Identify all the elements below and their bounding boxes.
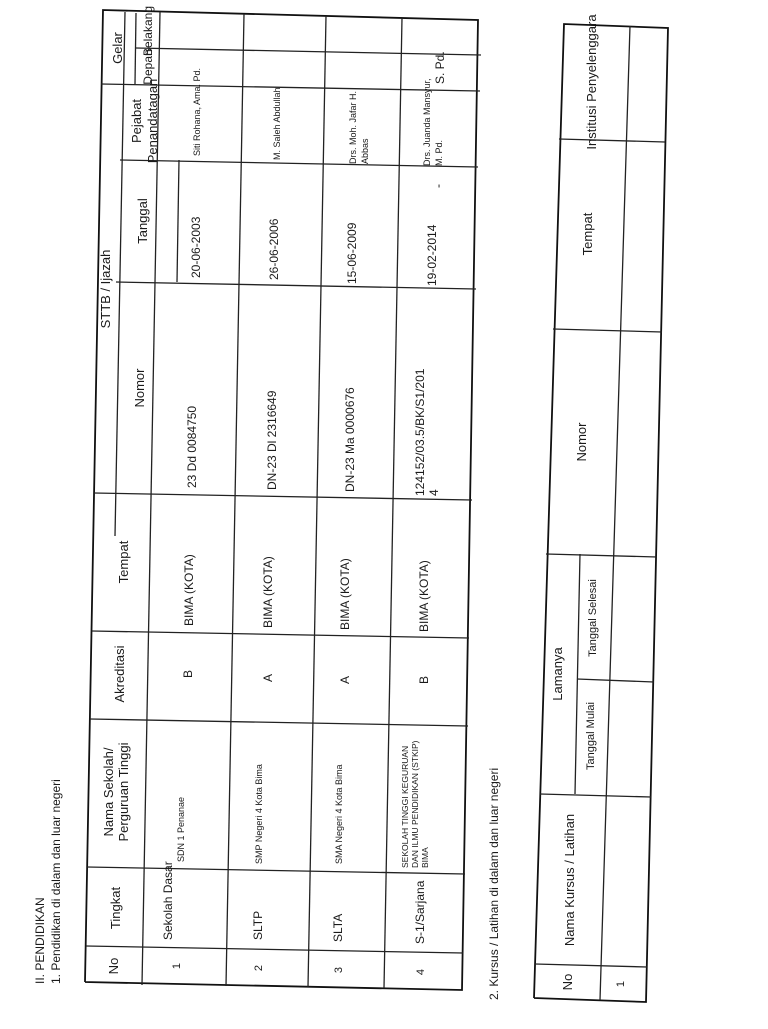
cell-nama-2: DAN ILMU PENDIDIKAN (STKIP) <box>410 740 420 868</box>
cell-nomor: DN-23 Dl 2316649 <box>265 390 279 490</box>
cell-akreditasi: B <box>417 675 431 685</box>
cell-tempat: BIMA (KOTA) <box>261 556 275 628</box>
cell-nama-1: SEKOLAH TINGGI KEGURUAN <box>400 745 410 868</box>
t2-header-tgl-selesai: Tanggal Selesai <box>587 579 599 657</box>
cell-pejabat-1: Drs. Moh. Jafar H. <box>348 90 358 164</box>
header-depan: Depan <box>141 49 155 85</box>
table-row <box>615 981 627 987</box>
education-table <box>85 6 481 990</box>
cell-depan: - <box>431 184 445 188</box>
header-akreditasi: Akreditasi <box>112 645 127 703</box>
cell-tingkat: Sekolah Dasar <box>161 861 175 940</box>
cell-nama-3: BIMA <box>420 847 430 868</box>
cell-pejabat: Siti Rohana, Ama. Pd. <box>192 67 202 156</box>
cell-tempat: BIMA (KOTA) <box>417 560 431 632</box>
table-row <box>251 87 282 971</box>
header-sttb: STTB / Ijazah <box>98 249 113 329</box>
cell-no: 2 <box>253 964 265 972</box>
cell-nomor: 23 Dd 0084750 <box>185 405 199 488</box>
cell-akreditasi: A <box>261 673 275 683</box>
cell-tingkat: SLTA <box>331 913 345 942</box>
cell-tingkat: S-1/Sarjana <box>413 880 427 944</box>
header-nama-2: Perguruan Tinggi <box>116 742 131 842</box>
cell-tanggal: 15-06-2009 <box>345 222 359 284</box>
cell-tingkat: SLTP <box>251 910 265 940</box>
cell-no: 1 <box>615 980 627 988</box>
header-tingkat: Tingkat <box>108 886 123 930</box>
cell-pejabat: M. Saleh Abdullah <box>272 87 282 160</box>
t2-header-institusi: Institusi Penyelenggara <box>584 14 599 150</box>
header-pejabat-2: Penandatagan <box>145 78 160 164</box>
t2-header-tempat: Tempat <box>580 212 595 256</box>
header-tempat: Tempat <box>116 540 131 584</box>
cell-pejabat-2: M. Pd. <box>434 139 444 166</box>
course-table <box>534 14 668 1002</box>
table2-border <box>534 24 668 1002</box>
cell-nomor: DN-23 Ma 0000676 <box>343 387 357 492</box>
cell-no: 3 <box>333 966 345 974</box>
t2-header-tgl-mulai: Tanggal Mulai <box>585 702 597 770</box>
cell-nomor-1: 124152/03.5/BK/S1/201 <box>413 368 427 496</box>
t2-header-nomor: Nomor <box>574 422 589 462</box>
cell-nama: SMA Negeri 4 Kota Bima <box>334 764 344 864</box>
table-row <box>400 51 447 975</box>
header-no: No <box>106 957 121 975</box>
table2-header-line <box>600 26 630 1000</box>
header-nomor: Nomor <box>132 368 147 408</box>
section2-title: 2. Kursus / Latihan di dalam dan luar negeri <box>487 767 501 1000</box>
table-row <box>161 68 203 969</box>
cell-tempat: BIMA (KOTA) <box>182 554 196 626</box>
cell-belakang: S. Pd. <box>433 51 447 84</box>
t2-header-no: No <box>560 973 575 991</box>
cell-pejabat-1: Drs. Juanda Mansyur, <box>422 78 432 166</box>
cell-tempat: BIMA (KOTA) <box>338 558 352 630</box>
cell-akreditasi: B <box>181 669 195 679</box>
header-pejabat-1: Pejabat <box>129 98 144 144</box>
cell-tanggal: 26-06-2006 <box>267 218 281 280</box>
landscape-sheet <box>33 6 668 1002</box>
cell-tanggal: 20-06-2003 <box>189 216 203 278</box>
header-nama-1: Nama Sekolah/ <box>101 747 116 837</box>
t2-header-nama: Nama Kursus / Latihan <box>562 813 577 947</box>
header-tanggal: Tanggal <box>135 198 150 244</box>
header-gelar: Gelar <box>110 32 125 64</box>
section-subtitle: 1. Pendidikan di dalam dan luar negeri <box>49 779 63 984</box>
cell-nomor-2: 4 <box>427 489 441 496</box>
table-row <box>331 91 370 973</box>
t2-header-lamanya: Lamanya <box>550 647 565 701</box>
cell-nama: SDN 1 Penanae <box>176 796 186 862</box>
cell-akreditasi: A <box>338 675 352 685</box>
section-title: II. PENDIDIKAN <box>33 897 47 984</box>
cell-no: 4 <box>415 968 427 976</box>
cell-tanggal: 19-02-2014 <box>425 224 439 286</box>
cell-pejabat-2: Abbas <box>360 138 370 164</box>
cell-no: 1 <box>171 962 183 970</box>
header-belakang: Belakang <box>141 5 155 57</box>
cell-nama: SMP Negeri 4 Kota Bima <box>254 764 264 864</box>
